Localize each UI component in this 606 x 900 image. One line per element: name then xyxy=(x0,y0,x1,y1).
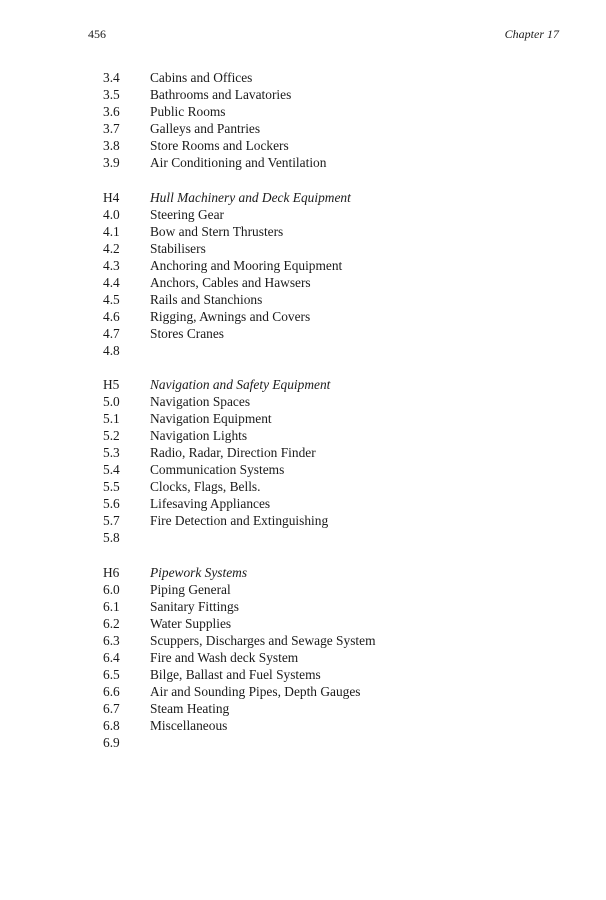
list-item xyxy=(103,206,563,223)
index-section xyxy=(103,69,563,171)
item-label: Lifesaving Appliances xyxy=(150,496,271,511)
item-label: Fire and Wash deck System xyxy=(150,649,299,665)
item-number: 6.7 xyxy=(103,700,120,716)
list-item xyxy=(103,325,563,342)
section-heading-title: Pipework Systems xyxy=(150,564,248,580)
list-item xyxy=(103,69,563,86)
item-label: Clocks, Flags, Bells. xyxy=(150,479,261,494)
item-label: Bathrooms and Lavatories xyxy=(150,87,292,102)
item-number: 3.6 xyxy=(103,104,120,119)
list-item xyxy=(103,223,563,240)
item-number: 6.8 xyxy=(103,717,120,733)
item-number: 6.5 xyxy=(103,666,120,682)
list-item xyxy=(103,598,563,615)
item-label: Store Rooms and Lockers xyxy=(150,138,289,153)
section-heading-title: Navigation and Safety Equipment xyxy=(150,377,331,392)
list-item xyxy=(103,410,563,427)
list-item xyxy=(103,666,563,683)
item-number: 5.7 xyxy=(103,513,120,528)
section-heading-title: Hull Machinery and Deck Equipment xyxy=(150,189,351,205)
item-number: 6.1 xyxy=(103,598,120,614)
item-number: 6.4 xyxy=(103,649,120,665)
list-item xyxy=(103,734,563,751)
list-item xyxy=(103,342,563,359)
item-number: 5.4 xyxy=(103,462,120,477)
list-item xyxy=(103,461,563,478)
list-item xyxy=(103,240,563,257)
item-number: 3.4 xyxy=(103,70,120,85)
item-label: Bilge, Ballast and Fuel Systems xyxy=(150,666,321,682)
chapter-header: Chapter 17 xyxy=(504,27,559,41)
list-item xyxy=(103,120,563,137)
list-item xyxy=(103,649,563,666)
page-number: 456 xyxy=(88,27,106,41)
list-item xyxy=(103,700,563,717)
item-number: 3.8 xyxy=(103,138,120,153)
item-label: Scuppers, Discharges and Sewage System xyxy=(150,632,376,648)
item-label xyxy=(150,529,563,546)
item-label: Navigation Lights xyxy=(150,428,248,443)
list-item xyxy=(103,615,563,632)
list-item xyxy=(103,632,563,649)
item-number: 5.1 xyxy=(103,411,120,426)
item-number: 5.2 xyxy=(103,428,120,443)
list-item xyxy=(103,529,563,546)
item-number: 5.0 xyxy=(103,394,120,409)
list-item xyxy=(103,137,563,154)
item-label: Stores Cranes xyxy=(150,325,225,341)
item-number: 6.6 xyxy=(103,683,120,699)
item-number: 3.7 xyxy=(103,121,120,136)
item-label: Fire Detection and Extinguishing xyxy=(150,513,329,528)
list-item xyxy=(103,393,563,410)
list-item xyxy=(103,495,563,512)
item-label: Radio, Radar, Direction Finder xyxy=(150,445,316,460)
list-item xyxy=(103,444,563,461)
item-number: 5.3 xyxy=(103,445,120,460)
item-number: 6.9 xyxy=(103,734,120,750)
list-item xyxy=(103,581,563,598)
item-number: 5.8 xyxy=(103,530,120,545)
item-label: Rails and Stanchions xyxy=(150,291,263,307)
list-item xyxy=(103,274,563,291)
item-number: 4.4 xyxy=(103,274,120,290)
index-section xyxy=(103,564,563,751)
item-label: Miscellaneous xyxy=(150,717,228,733)
item-label: Air Conditioning and Ventilation xyxy=(150,155,327,170)
item-number: 6.2 xyxy=(103,615,120,631)
list-item xyxy=(103,154,563,171)
item-label: Bow and Stern Thrusters xyxy=(150,223,284,239)
item-number: 3.5 xyxy=(103,87,120,102)
item-label: Stabilisers xyxy=(150,240,206,256)
item-label: Piping General xyxy=(150,581,231,597)
item-number: 4.5 xyxy=(103,291,120,307)
list-item xyxy=(103,427,563,444)
item-number: 3.9 xyxy=(103,155,120,170)
list-item xyxy=(103,291,563,308)
item-number: 4.0 xyxy=(103,206,120,222)
list-item xyxy=(103,683,563,700)
list-item xyxy=(103,478,563,495)
index-section xyxy=(103,376,563,546)
list-item xyxy=(103,308,563,325)
section-heading xyxy=(103,564,563,581)
item-label: Sanitary Fittings xyxy=(150,598,239,614)
item-label xyxy=(150,342,563,359)
item-label: Water Supplies xyxy=(150,615,232,631)
list-item xyxy=(103,86,563,103)
section-heading-number: H5 xyxy=(103,377,120,392)
item-number: 4.8 xyxy=(103,342,120,358)
item-number: 4.7 xyxy=(103,325,120,341)
item-label: Cabins and Offices xyxy=(150,70,253,85)
section-heading xyxy=(103,189,563,206)
item-number: 6.3 xyxy=(103,632,120,648)
index-list xyxy=(103,69,563,768)
item-label: Steam Heating xyxy=(150,700,230,716)
list-item xyxy=(103,717,563,734)
item-number: 4.2 xyxy=(103,240,120,256)
section-heading-number: H4 xyxy=(103,189,120,205)
item-label: Galleys and Pantries xyxy=(150,121,261,136)
index-section xyxy=(103,189,563,359)
item-number: 5.6 xyxy=(103,496,120,511)
item-label: Navigation Equipment xyxy=(150,411,272,426)
item-number: 4.3 xyxy=(103,257,120,273)
item-number: 4.6 xyxy=(103,308,120,324)
list-item xyxy=(103,257,563,274)
item-number: 5.5 xyxy=(103,479,120,494)
item-label: Steering Gear xyxy=(150,206,224,222)
item-number: 6.0 xyxy=(103,581,120,597)
item-label: Public Rooms xyxy=(150,104,226,119)
list-item xyxy=(103,103,563,120)
item-label: Navigation Spaces xyxy=(150,394,251,409)
item-label: Communication Systems xyxy=(150,462,285,477)
section-heading-number: H6 xyxy=(103,564,120,580)
item-number: 4.1 xyxy=(103,223,120,239)
item-label: Anchors, Cables and Hawsers xyxy=(150,274,311,290)
item-label: Rigging, Awnings and Covers xyxy=(150,308,311,324)
item-label: Air and Sounding Pipes, Depth Gauges xyxy=(150,683,361,699)
list-item xyxy=(103,512,563,529)
section-heading xyxy=(103,376,563,393)
item-label xyxy=(150,734,563,751)
item-label: Anchoring and Mooring Equipment xyxy=(150,257,343,273)
